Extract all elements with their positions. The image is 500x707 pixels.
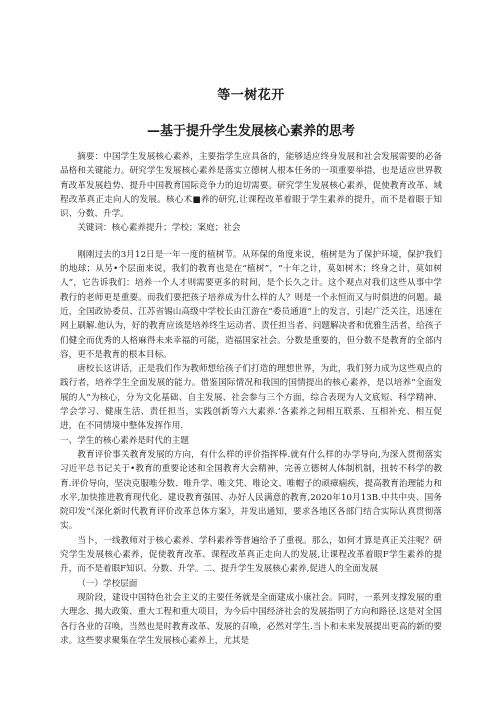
subsection-heading: （一）学校层面 [77, 578, 138, 589]
subsection-paragraph: 现阶段，建设中国特色社会主义的主要任务就是全面建成小康社会。同时，一系列支撑发展的重大理念、揭大政策、重大工程和重大项目，为今后中国经济社会的发展指明了方向和路径.这是对全国各行各业的召唤，当然也是时教育改革、发展的召唤，必然对学生.当卜和未来发展提出更高的新的要求。这些要求聚集在学生发展核心素养上，尤其是 [60, 592, 442, 646]
keywords-line: 关键词：核心素养提升；学校；案庭；社会 [77, 223, 241, 234]
body-paragraph-1: 刚刚过去的3月12日是一年一度的植树节。从环保的角度来说，植树是为了保护环境，保护我们的地球；从另•个层面来说，我们的教育也是在“植树”，“十年之计，莫如树木；终身之计，莫如树人”，它告诉我们：培养一个人才则需要更多的时间，是个长久之计。这个观点对我们这些从事中学教行的老师更是重要。而我们要把孩子培养成为什么样的人？则是一个永恒而又与时俱进的问题。最近，全国政协委员、江苏省锡山高级中学校长由江游在“委员通道”上的发言，引起广泛关注，迅速在网上刷解.他认为，好的教育应该是培养终生运动者、责任担当者、问题解决者和优雅生活者，给孩子们健全而优秀的人格麻得未来幸福的可能，造福国家社会。分数是重要的，但分数不是教育的全部内容，更不是教育的根本目标。 [60, 249, 442, 360]
section-1-heading: 一、学生的核心素养是时代的主题 [60, 435, 189, 446]
abstract-paragraph: 摘要：中国学生发展核心素养，主要指学生应具备的，能够适应终身发展和社会发展需要的必备品格和关键能力。研究学生发展核心素养是落实立德树人根本任务的一项重要举措，也是适应世界教育改革发展趋势、提升中国教育国际竞争力的迫切需要。研究学生发展核心素养，促使教育改革、域程改革真正走向人的发展。核心术■养的研究,让课程改革着眼于学生素养的提升，而不是着眼于知识、分数、升学。 [60, 152, 442, 220]
document-subtitle: —基于提升学生发展核心素养的思考 [146, 124, 355, 139]
document-body [60, 88, 442, 648]
section-gap [60, 236, 442, 248]
section-1-paragraph-2: 当卜，一线教师对于核心素养、学科素养等普遍给予了重视。那么，如何才算是真正关注呢？研究学生发展核心素养，促使教育改革、课程改革真正走向人的发展,让课程改革着眼F学生素养的提升，而不是着眼F知识、分数、升学。二、提升学生发展核心素养,促进人的全面发展 [60, 535, 442, 575]
document-title: 等一树花开 [217, 88, 285, 103]
body-paragraph-2: 唐校长这讲话，正是我们作为教师想给孩子们打造的理想世界，为此，我们努力成为这些观点的践行者，培养学生全面发展的能力。借鉴国际情况和我国的国情提出的核心素养，是以培养“全面发展的人”为核心，分为文化基础、自主发展、社会参与三个方面，综合表现为人文底短、科学精神、学会学习、健康生活、责任担当，实践创新等六大素养.’各素养之间相互联系、互相补充、相互促进，在不同情境中整体发挥作用. [60, 364, 442, 432]
section-1-paragraph-1: 教育评价事关教育发展的方向，有什么样的评价指挥棒.就有什么样的办学导向,为深入贯彻落实习近平总书记关于•教育的重要论述和全国教育大会精神，完善立德树人体制机制，扭转不科学的教育.评价导向，坚决克服唯分数、唯升学、唯文凭、唯论文、唯帽子的顽瘴痼疾，提高教育治理能力和水平,加快推进教育现代化、建设教育强国、办好人民满意的教育,2020年10月13B.中共中央、国务院印发“《深化新时代教育评价改革总体方案》，并发出通知，要求各地区各部门结合实际认真贯彻落实。 [60, 449, 442, 532]
